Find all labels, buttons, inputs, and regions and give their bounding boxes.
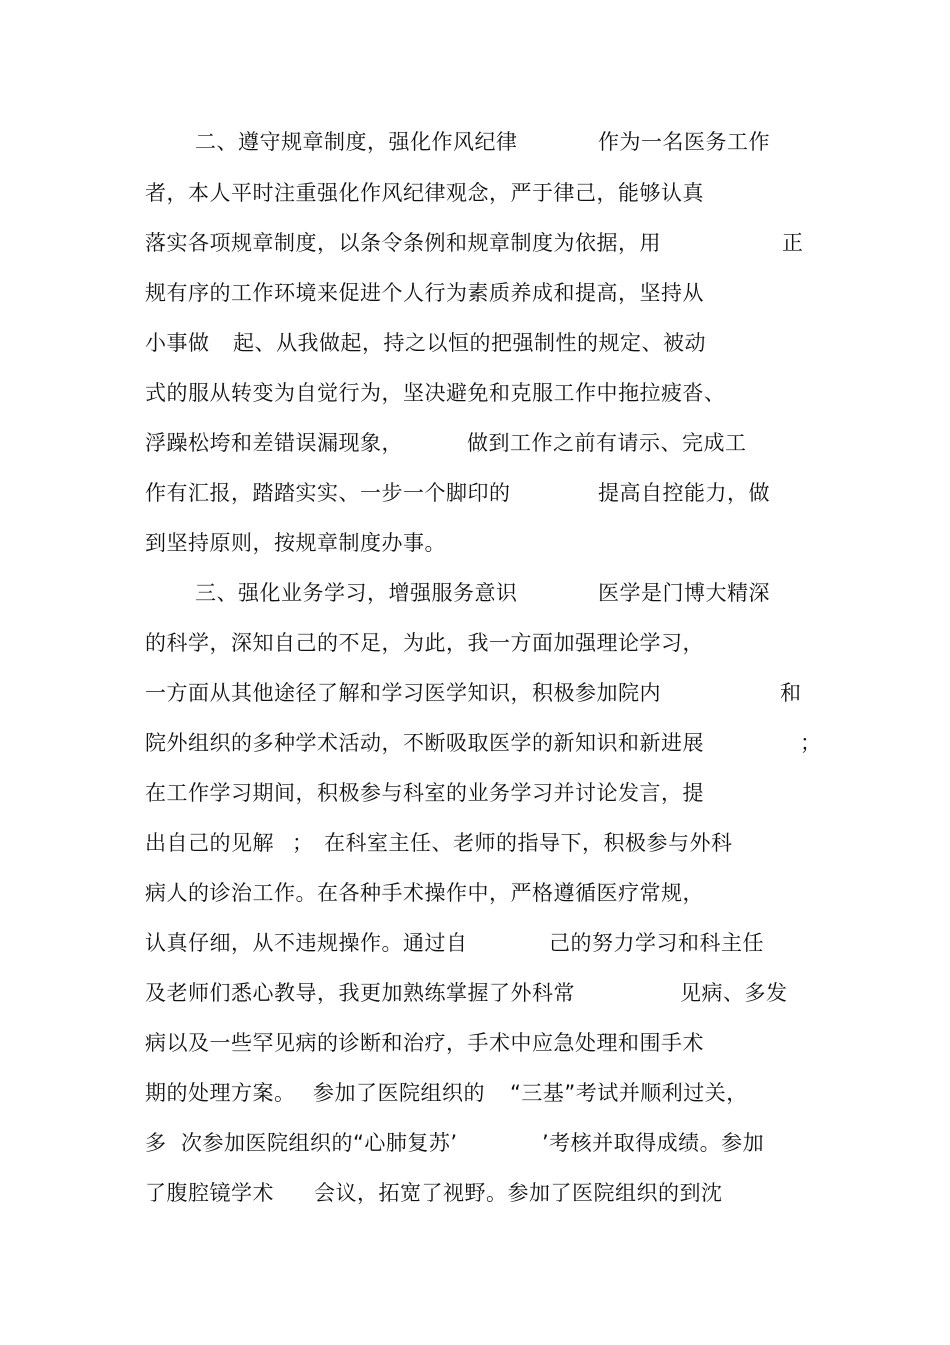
paragraph-text: 小事做 [145, 331, 210, 355]
paragraph-text: 提高自控能力，做 [598, 481, 770, 505]
paragraph-text: 多 [145, 1131, 167, 1155]
paragraph-text: 起、从我做起，持之以恒的把强制性的规定、被动 [233, 331, 706, 355]
paragraph-text: 在工作学习期间，积极参与科室的业务学习并讨论发言，提 [145, 781, 704, 805]
paragraph-text: 认真仔细，从不违规操作。通过自 [145, 931, 468, 955]
paragraph-text: 院外组织的多种学术活动，不断吸取医学的新知识和新进展 [145, 731, 704, 755]
text-line [0, 1179, 723, 1291]
paragraph-text: 出自己的见解 [145, 831, 274, 855]
heading-text: 二、遵守规章制度，强化作风纪律 [195, 130, 518, 154]
paragraph-text: “三基”考试并顺利过关， [510, 1081, 748, 1105]
paragraph-text: 病以及一些罕见病的诊断和治疗，手术中应急处理和围手术 [145, 1031, 704, 1055]
paragraph-text: 做到工作之前有请示、完成工 [467, 431, 747, 455]
paragraph-text: 及老师们悉心教导，我更加熟练掌握了外科常 [145, 981, 575, 1005]
paragraph-text: 浮躁松垮和差错误漏现象， [145, 431, 403, 455]
paragraph-text: 和 [780, 681, 802, 705]
paragraph-text: ； [800, 731, 822, 755]
paragraph-text: 式的服从转变为自觉行为，坚决避免和克服工作中拖拉疲沓、 [145, 381, 726, 405]
heading-text: 三、强化业务学习，增强服务意识 [195, 581, 518, 605]
paragraph-text: 参加了医院组织的 [313, 1081, 485, 1105]
paragraph-text: ’考核并取得成绩。参加 [542, 1131, 765, 1155]
paragraph-text: 到坚持原则，按规章制度办事。 [145, 531, 446, 555]
paragraph-text: 病人的诊治工作。在各种手术操作中，严格遵循医疗常规， [145, 881, 704, 905]
paragraph-text: 医学是门博大精深 [598, 581, 770, 605]
paragraph-text: 一方面从其他途径了解和学习医学知识，积极参加院内 [145, 681, 661, 705]
paragraph-text: 落实各项规章制度，以条令条例和规章制度为依据，用 [145, 231, 661, 255]
paragraph-text: 规有序的工作环境来促进个人行为素质养成和提高，坚持从 [145, 281, 704, 305]
paragraph-text: 的科学，深知自己的不足，为此，我一方面加强理论学习， [145, 631, 704, 655]
paragraph-text: ； [292, 831, 314, 855]
paragraph-text: 次参加医院组织的“心肺复苏’ [181, 1131, 458, 1155]
paragraph-text: 者，本人平时注重强化作风纪律观念，严于律己，能够认真 [145, 181, 704, 205]
paragraph-text: 期的处理方案。 [145, 1081, 296, 1105]
paragraph-text: 正 [782, 231, 804, 255]
paragraph-text: 了腹腔镜学术 [145, 1181, 274, 1205]
paragraph-text: 在科室主任、老师的指导下，积极参与外科 [324, 831, 733, 855]
paragraph-text: 作为一名医务工作 [598, 130, 770, 154]
paragraph-text: 作有汇报，踏踏实实、一步一个脚印的 [145, 481, 511, 505]
paragraph-text: 己的努力学习和科主任 [549, 931, 764, 955]
paragraph-text: 会议，拓宽了视野。参加了医院组织的到沈 [314, 1181, 723, 1205]
paragraph-text: 见病、多发 [680, 981, 788, 1005]
